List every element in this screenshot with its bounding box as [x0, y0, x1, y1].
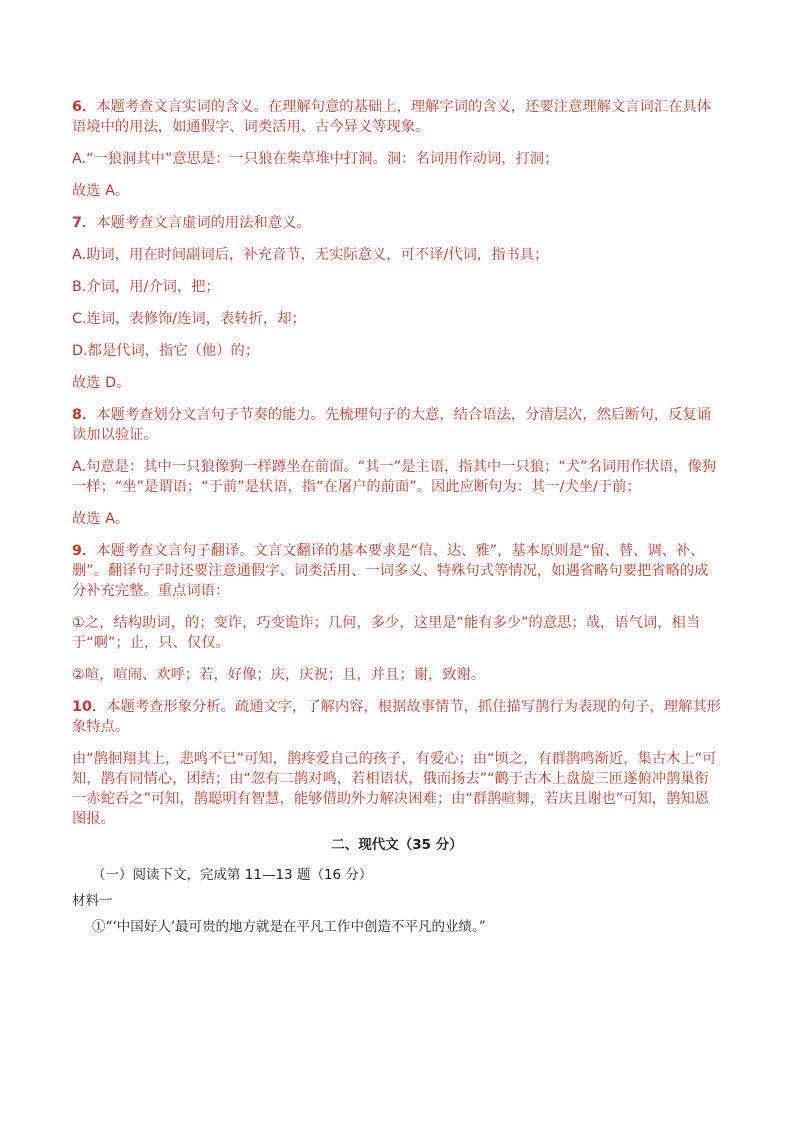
q8-text: 本题考查划分文言句子节奏的能力。先梳理句子的大意，结合语法，分清层次，然后断句，反复诵读加以验证。 — [72, 407, 712, 443]
q10-number: 10． — [72, 699, 107, 715]
material-quote: ①“‘中国好人’最可贵的地方就是在平凡工作中创造不平凡的业绩。” — [92, 919, 486, 935]
q7-text: 本题考查文言虚词的用法和意义。 — [96, 215, 311, 231]
q9-point-1: ①之，结构助词，的；变诈，巧变诡诈；几何，多少，这里是“能有多少”的意思；哉，语气词，相当于“啊”；止，只、仅仅。 — [72, 615, 701, 651]
q8-number: 8． — [72, 407, 97, 423]
q10-intro — [72, 697, 722, 737]
q7-option-c: C.连词，表修饰/连词，表转折，却； — [72, 311, 306, 327]
material-label: 材料一 — [72, 893, 113, 909]
q7-number: 7． — [72, 215, 97, 231]
q9-number: 9． — [72, 543, 97, 559]
q10-text: 本题考查形象分析。疏通文字，了解内容，根据故事情节，抓住描写鹊行为表现的句子，理解其形象特点。 — [72, 699, 721, 735]
section-subheading: （一）阅读下文，完成第 11—13 题（16 分） — [92, 867, 373, 883]
q9-text: 本题考查文言句子翻译。文言文翻译的基本要求是“信、达、雅”，基本原则是“留、替、调、补、删”。翻译句子时还要注意通假字、词类活用、一词多义、特殊句式等情况，如遇省略句要把省略的成分补充完整。重点词语： — [72, 543, 709, 599]
q10-analysis: 由“鹊徊翔其上，悲鸣不已”可知，鹊疼爱自己的孩子，有爱心；由“顷之，有群鹊鸣渐近，集古木上”可知，鹊有同情心，团结；由“忽有二鹊对鸣，若相语状，俄而扬去”“鹳于古木上盘旋三匝遂俯冲鹊巢衔一赤蛇吞之”可知，鹊聪明有智慧，能够借助外力解决困难；由“群鹊喧舞，若庆且谢也”可知，鹊知恩图报。 — [72, 751, 717, 827]
answer-content — [72, 97, 722, 949]
q9-intro — [72, 541, 722, 601]
q8-answer: 故选 A。 — [72, 511, 130, 527]
q6-answer: 故选 A。 — [72, 183, 130, 199]
q7-option-d: D.都是代词，指它（他）的； — [72, 343, 260, 359]
q6-intro — [72, 97, 722, 137]
q9-point-2: ②喧，喧闹、欢呼；若，好像；庆，庆祝；且，并且；谢，致谢。 — [72, 667, 486, 683]
q8-intro — [72, 405, 722, 445]
section-heading: 二、现代文（35 分） — [331, 837, 463, 853]
q7-answer: 故选 D。 — [72, 375, 131, 391]
q7-intro — [72, 213, 722, 233]
q7-option-b: B.介词，用/介词，把； — [72, 279, 220, 295]
q6-option-a: A.“一狼洞其中”意思是：一只狼在柴草堆中打洞。洞：名词用作动词，打洞； — [72, 151, 559, 167]
q7-option-a: A.助词，用在时间副词后，补充音节，无实际意义，可不译/代词，指书具； — [72, 247, 549, 263]
q6-number: 6． — [72, 99, 97, 115]
q6-text: 本题考查文言实词的含义。在理解句意的基础上，理解字词的含义，还要注意理解文言词汇在具体语境中的用法，如通假字、词类活用、古今异义等现象。 — [72, 99, 712, 135]
q8-option-a: A.句意是：其中一只狼像狗一样蹲坐在前面。“其一”是主语，指其中一只狼；“犬”名词用作状语，像狗一样；“坐”是谓语；“于前”是状语，指“在屠户的前面”。因此应断句为：其一/犬坐/于前； — [72, 459, 717, 495]
